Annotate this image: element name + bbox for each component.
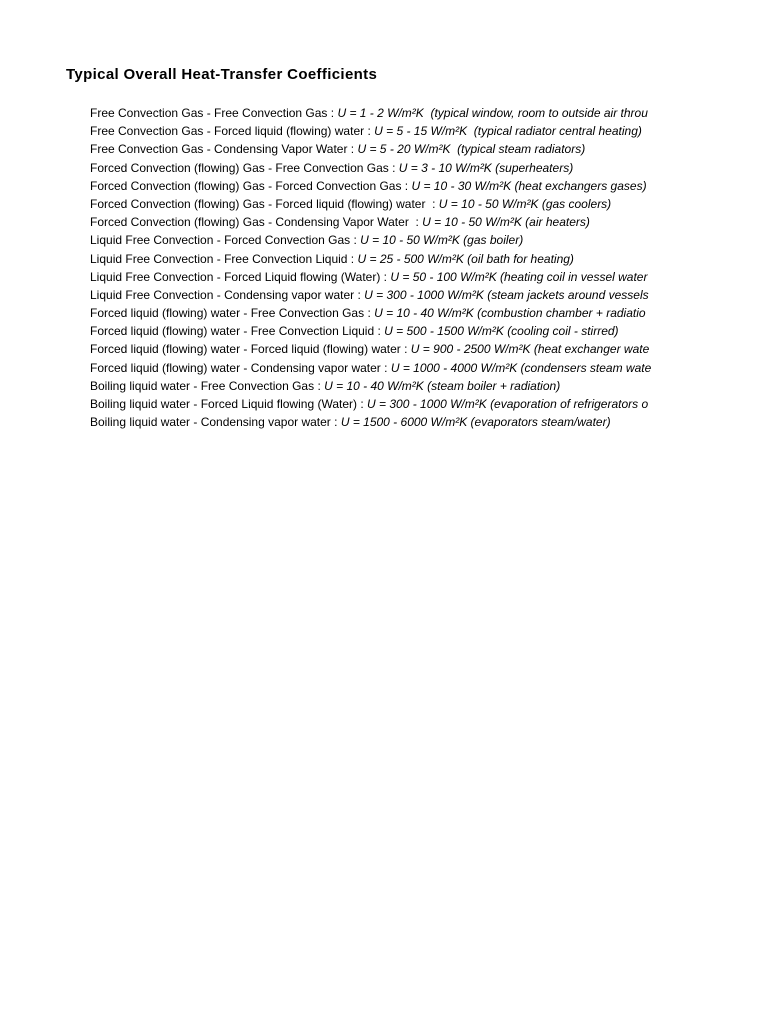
medium-pair-label: Liquid Free Convection - Forced Convection Gas :	[90, 233, 361, 248]
coefficient-value: U = 10 - 40 W/m²K (steam boiler + radiation)	[324, 378, 561, 393]
medium-pair-label: Forced liquid (flowing) water - Forced liquid (flowing) water :	[90, 342, 411, 357]
coefficient-row	[90, 159, 686, 177]
coefficient-row	[90, 250, 686, 268]
coefficient-row	[90, 104, 686, 122]
coefficient-value: U = 10 - 40 W/m²K (combustion chamber + radiatio	[374, 306, 646, 321]
medium-pair-label: Forced Convection (flowing) Gas - Free Convection Gas :	[90, 160, 399, 175]
coefficient-value: U = 5 - 15 W/m²K (typical radiator central heating)	[374, 124, 642, 139]
coefficient-value: U = 50 - 100 W/m²K (heating coil in vessel water	[390, 269, 648, 284]
coefficient-value: U = 10 - 50 W/m²K (gas boiler)	[360, 233, 524, 248]
medium-pair-label: Liquid Free Convection - Forced Liquid flowing (Water) :	[90, 269, 391, 284]
medium-pair-label: Forced Convection (flowing) Gas - Forced liquid (flowing) water :	[90, 196, 439, 211]
medium-pair-label: Boiling liquid water - Free Convection Gas :	[90, 378, 325, 393]
medium-pair-label: Forced liquid (flowing) water - Free Convection Liquid :	[90, 324, 385, 339]
medium-pair-label: Forced Convection (flowing) Gas - Condensing Vapor Water :	[90, 215, 423, 230]
coefficient-value: U = 300 - 1000 W/m²K (evaporation of refrigerators o	[367, 397, 649, 411]
medium-pair-label: Free Convection Gas - Condensing Vapor Water :	[90, 142, 358, 157]
medium-pair-label: Boiling liquid water - Condensing vapor water :	[90, 415, 341, 430]
coefficient-row	[90, 231, 686, 249]
coefficient-row	[90, 395, 686, 413]
coefficient-value: U = 10 - 30 W/m²K (heat exchangers gases)	[411, 178, 647, 193]
coefficient-value: U = 500 - 1500 W/m²K (cooling coil - stirred)	[384, 324, 619, 339]
coefficient-row	[90, 377, 686, 395]
coefficient-row	[90, 304, 686, 322]
coefficient-value: U = 1500 - 6000 W/m²K (evaporators steam/water)	[340, 415, 611, 430]
medium-pair-label: Liquid Free Convection - Free Convection Liquid :	[90, 251, 358, 266]
coefficient-row	[90, 268, 686, 286]
medium-pair-label: Forced Convection (flowing) Gas - Forced Convection Gas :	[90, 178, 412, 193]
document-title: Typical Overall Heat-Transfer Coefficients	[66, 66, 378, 83]
medium-pair-label: Liquid Free Convection - Condensing vapor water :	[90, 287, 365, 302]
coefficient-row	[90, 140, 686, 158]
coefficient-value: U = 5 - 20 W/m²K (typical steam radiators)	[357, 142, 586, 157]
coefficient-value: U = 3 - 10 W/m²K (superheaters)	[398, 160, 574, 175]
coefficient-list	[90, 104, 686, 431]
medium-pair-label: Boiling liquid water - Forced Liquid flowing (Water) :	[90, 397, 368, 411]
coefficient-row	[90, 286, 686, 304]
coefficient-value: U = 1 - 2 W/m²K (typical window, room to outside air throu	[337, 106, 648, 120]
coefficient-row	[90, 359, 686, 377]
coefficient-value: U = 900 - 2500 W/m²K (heat exchanger wate	[410, 342, 650, 357]
coefficient-row	[90, 322, 686, 340]
coefficient-row	[90, 213, 686, 231]
medium-pair-label: Free Convection Gas - Free Convection Gas :	[90, 106, 338, 120]
medium-pair-label: Forced liquid (flowing) water - Free Convection Gas :	[90, 306, 375, 321]
coefficient-row	[90, 195, 686, 213]
coefficient-value: U = 1000 - 4000 W/m²K (condensers steam wate	[390, 360, 652, 375]
coefficient-value: U = 300 - 1000 W/m²K (steam jackets around vessels	[364, 287, 649, 302]
coefficient-value: U = 10 - 50 W/m²K (air heaters)	[422, 215, 590, 230]
medium-pair-label: Forced liquid (flowing) water - Condensing vapor water :	[90, 360, 391, 375]
medium-pair-label: Free Convection Gas - Forced liquid (flowing) water :	[90, 124, 375, 139]
coefficient-value: U = 10 - 50 W/m²K (gas coolers)	[438, 196, 612, 211]
coefficient-row	[90, 413, 686, 431]
coefficient-row	[90, 122, 686, 140]
coefficient-row	[90, 340, 686, 358]
coefficient-row	[90, 177, 686, 195]
coefficient-value: U = 25 - 500 W/m²K (oil bath for heating)	[357, 251, 574, 266]
